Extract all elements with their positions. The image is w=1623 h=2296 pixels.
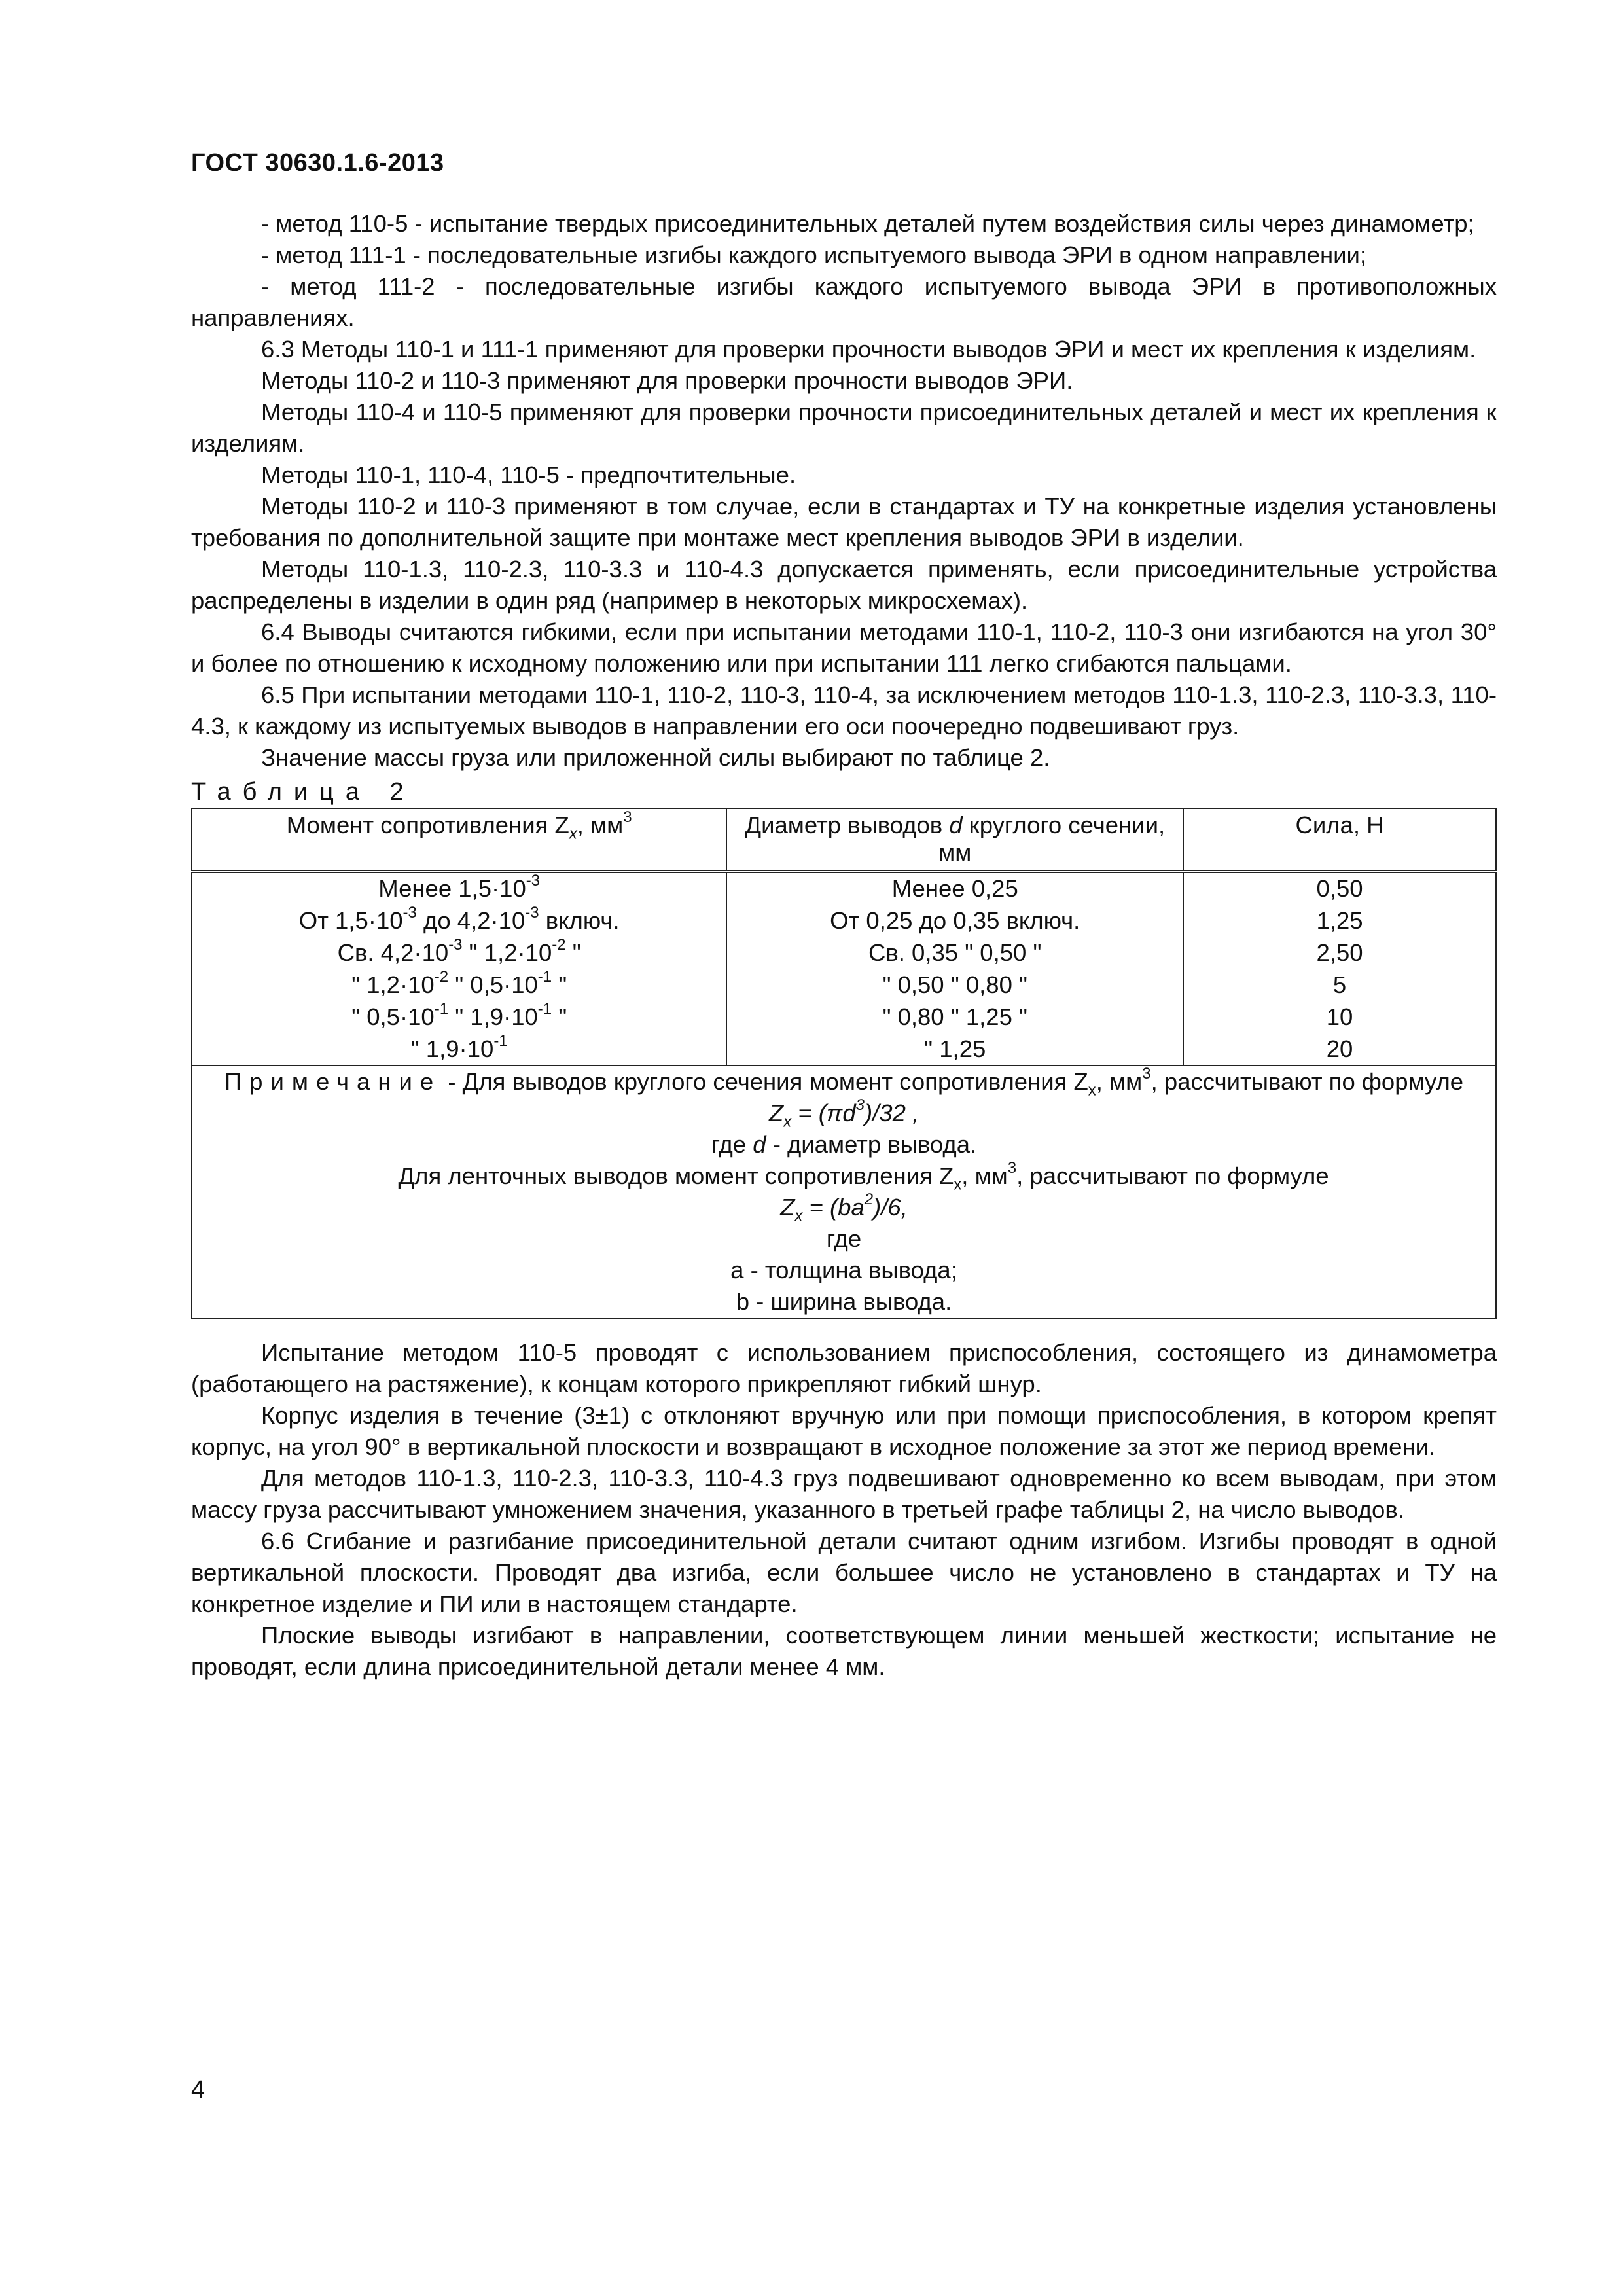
paragraph: - метод 110-5 - испытание твердых присоединительных деталей путем воздействия силы через динамометр; [261, 210, 1474, 237]
cell-diameter: Менее 0,25 [726, 872, 1183, 905]
cell-force: 0,50 [1183, 872, 1496, 905]
paragraph: Для методов 110-1.3, 110-2.3, 110-3.3, 110-4.3 груз подвешивают одновременно ко всем выводам, при этом массу груза рассчитывают умножением значения, указанного в третьей графе таблицы 2, на число выводов. [191, 1465, 1497, 1523]
note-line: Для ленточных выводов момент сопротивления $Z_x$, $мм^3$, рассчитывают по формуле [398, 1158, 1329, 1194]
note-line: где d - диаметр вывода. [711, 1131, 977, 1158]
paragraph: Методы 110-1.3, 110-2.3, 110-3.3 и 110-4.3 допускается применять, если присоединительные устройства распределены в изделии в один ряд (например в некоторых микросхемах). [191, 556, 1497, 614]
note-line: b - ширина вывода. [736, 1288, 952, 1315]
cell-moment: Менее $1,5\cdot 10^{-3}$ [192, 872, 726, 905]
cell-force: 5 [1183, 969, 1496, 1001]
cell-diameter: " 0,80 " 1,25 " [726, 1001, 1183, 1033]
header-cell-force: Сила, Н [1183, 808, 1496, 872]
cell-moment: Св. $4,2\cdot 10^{-3}$ " $1,2\cdot 10^{-2}$ " [192, 937, 726, 969]
cell-moment: От $1,5\cdot 10^{-3}$ до $4,2\cdot 10^{-3}$ включ. [192, 905, 726, 937]
paragraph: 6.3 Методы 110-1 и 111-1 применяют для проверки прочности выводов ЭРИ и мест их крепления к изделиям. [261, 336, 1476, 363]
paragraph: Испытание методом 110-5 проводят с использованием приспособления, состоящего из динамометра (работающего на растяжение), к концам которого прикрепляют гибкий шнур. [191, 1339, 1497, 1397]
table-row [192, 872, 1496, 905]
paragraph: - метод 111-1 - последовательные изгибы каждого испытуемого вывода ЭРИ в одном направлении; [261, 242, 1367, 268]
table-header-row [192, 808, 1496, 872]
cell-force: 20 [1183, 1033, 1496, 1066]
note-formula: $Z_x = (ba^2)/6$, [780, 1190, 908, 1225]
cell-diameter: Св. 0,35 " 0,50 " [726, 937, 1183, 969]
paragraph: Корпус изделия в течение (3±1) с отклоняют вручную или при помощи приспособления, в котором крепят корпус, на угол 90° в вертикальной плоскости и возвращают в исходное положение за этот же период времени. [191, 1402, 1497, 1460]
table-caption: Таблица 2 [191, 778, 416, 806]
paragraph: Методы 110-2 и 110-3 применяют для проверки прочности выводов ЭРИ. [261, 367, 1073, 394]
header-cell-diameter: Диаметр выводов d круглого сечении, мм [726, 808, 1183, 872]
table-note-row [192, 1066, 1496, 1318]
cell-force: 2,50 [1183, 937, 1496, 969]
page-number: 4 [191, 2076, 205, 2104]
table-note [192, 1066, 1496, 1318]
cell-force: 10 [1183, 1001, 1496, 1033]
cell-diameter: От 0,25 до 0,35 включ. [726, 905, 1183, 937]
document-body [191, 208, 1497, 1683]
paragraph: 6.6 Сгибание и разгибание присоединительной детали считают одним изгибом. Изгибы проводят в одной вертикальной плоскости. Проводят два изгиба, если большее число не установлено в стандартах и ТУ на конкретное изделие и ПИ или в настоящем стандарте. [191, 1528, 1497, 1617]
data-table [191, 808, 1497, 1319]
paragraph: Методы 110-2 и 110-3 применяют в том случае, если в стандартах и ТУ на конкретные изделия установлены требования по дополнительной защите при монтаже мест крепления выводов ЭРИ в изделии. [191, 493, 1497, 551]
paragraph: 6.5 При испытании методами 110-1, 110-2, 110-3, 110-4, за исключением методов 110-1.3, 110-2.3, 110-3.3, 110-4.3, к каждому из испытуемых выводов в направлении его оси поочередно подвешивают груз. [191, 681, 1497, 740]
paragraph: Методы 110-1, 110-4, 110-5 - предпочтительные. [261, 461, 796, 488]
paragraph: Методы 110-4 и 110-5 применяют для проверки прочности присоединительных деталей и мест их крепления к изделиям. [191, 399, 1497, 457]
paragraph: Значение массы груза или приложенной силы выбирают по таблице 2. [261, 744, 1050, 771]
cell-moment: " $1,2\cdot 10^{-2}$ " $0,5\cdot 10^{-1}$ " [192, 969, 726, 1001]
note-formula: $Z_x = (\pi d^3)/32$ , [768, 1096, 919, 1131]
document-header: ГОСТ 30630.1.6-2013 [191, 149, 444, 177]
table-row [192, 1001, 1496, 1033]
note-line: Примечание - Для выводов круглого сечения момент сопротивления $Z_x$, $мм^3$, рассчитывают по формуле [224, 1064, 1464, 1100]
paragraph: Плоские выводы изгибают в направлении, соответствующем линии меньшей жесткости; испытание не проводят, если длина присоединительной детали менее 4 мм. [191, 1622, 1497, 1680]
table-row [192, 937, 1496, 969]
cell-diameter: " 0,50 " 0,80 " [726, 969, 1183, 1001]
note-line: где [826, 1225, 862, 1252]
paragraph: - метод 111-2 - последовательные изгибы каждого испытуемого вывода ЭРИ в противоположных направлениях. [191, 273, 1497, 331]
table-row [192, 905, 1496, 937]
paragraph: 6.4 Выводы считаются гибкими, если при испытании методами 110-1, 110-2, 110-3 они изгибаются на угол 30° и более по отношению к исходному положению или при испытании 111 легко сгибаются пальцами. [191, 619, 1497, 677]
header-cell-moment: Момент сопротивления $Z_x$, $мм^3$ [192, 808, 726, 872]
cell-moment: " $1,9\cdot 10^{-1}$ [192, 1033, 726, 1066]
cell-diameter: " 1,25 [726, 1033, 1183, 1066]
note-line: a - толщина вывода; [730, 1257, 957, 1283]
cell-force: 1,25 [1183, 905, 1496, 937]
table-row [192, 1033, 1496, 1066]
table-row [192, 969, 1496, 1001]
cell-moment: " $0,5\cdot 10^{-1}$ " $1,9\cdot 10^{-1}$ " [192, 1001, 726, 1033]
